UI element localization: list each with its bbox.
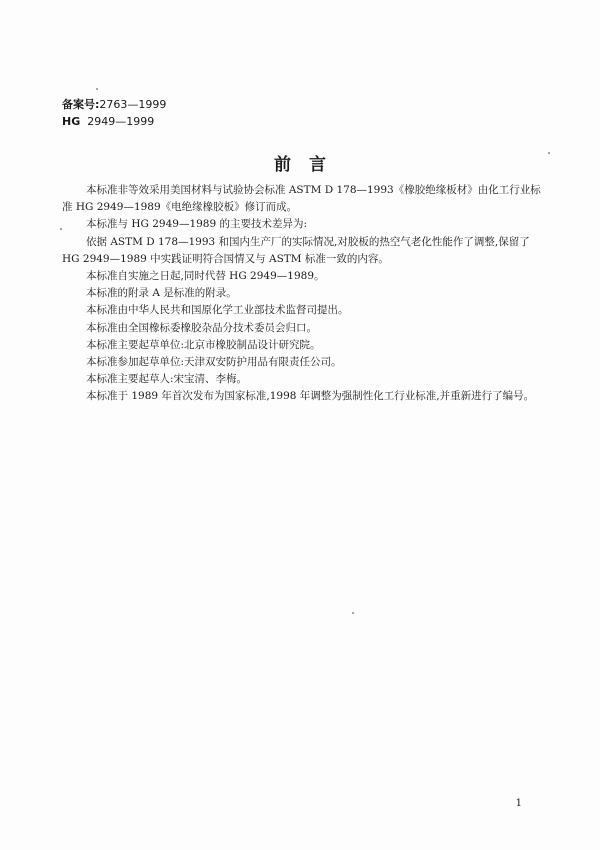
standard-prefix: HG (62, 115, 81, 128)
paragraph-line: 本标准非等效采用美国材料与试验协会标准 ASTM D 178—1993《橡胶绝缘板材》由化工行业标 (86, 184, 541, 196)
paragraph-line: 依据 ASTM D 178—1993 和国内生产厂的实际情况,对胶板的热空气老化性能作了调整,保留了 (86, 235, 530, 248)
standard-number-line (62, 113, 166, 130)
paragraph-line: HG 2949—1989 中实践证明符合国情又与 ASTM 标准一致的内容。 (62, 252, 389, 265)
page-number: 1 (515, 798, 522, 809)
paragraph-line: 本标准主要起草单位:北京市橡胶制品设计研究院。 (86, 338, 321, 351)
record-label: 备案号: (62, 98, 100, 111)
scan-speck (96, 88, 98, 90)
paragraph-line: 本标准的附录 A 是标准的附录。 (86, 287, 237, 300)
paragraph-line: 准 HG 2949—1989《电绝缘橡胶板》修订而成。 (62, 201, 298, 214)
title-char-1: 前 (274, 155, 291, 175)
paragraph-line: 本标准由中华人民共和国原化学工业部技术监督司提出。 (86, 304, 349, 317)
paragraph-line: 本标准于 1989 年首次发布为国家标准,1998 年调整为强制性化工行业标准,并重新进行了编号。 (86, 390, 535, 403)
scan-speck (352, 612, 354, 614)
standard-number: 2949—1999 (87, 115, 155, 128)
record-value: 2763—1999 (99, 98, 167, 111)
document-header (62, 96, 166, 130)
scan-speck (548, 152, 550, 154)
title-char-2: 言 (309, 155, 326, 175)
record-number-line (62, 96, 166, 113)
paragraph-line: 本标准由全国橡标委橡胶杂品分技术委员会归口。 (86, 321, 317, 334)
foreword-body (62, 182, 550, 406)
paragraph-line: 本标准自实施之日起,同时代替 HG 2949—1989。 (86, 270, 325, 283)
paragraph-line: 本标准参加起草单位:天津双安防护用品有限责任公司。 (86, 356, 342, 369)
scan-speck (60, 228, 62, 230)
paragraph-line: 本标准与 HG 2949—1989 的主要技术差异为: (86, 218, 308, 231)
page-title (0, 150, 600, 175)
paragraph-line: 本标准主要起草人:宋宝清、李梅。 (86, 373, 248, 386)
